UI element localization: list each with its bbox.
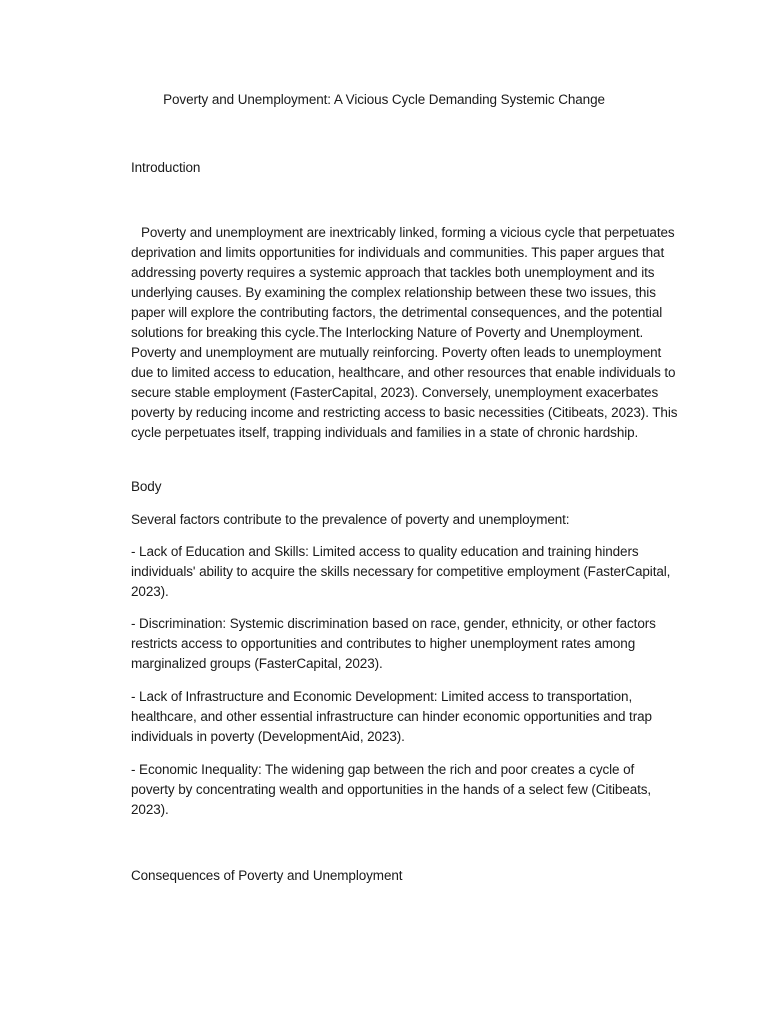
introduction-heading: Introduction xyxy=(131,160,201,175)
factor-term: Lack of Infrastructure and Economic Development xyxy=(139,689,434,704)
factor-item-education xyxy=(131,542,679,602)
factor-item-infrastructure xyxy=(131,687,679,747)
factor-text: : Limited access to transportation, healthcare, and other essential infrastructure can hinder economic opportunities and trap individuals in poverty (DevelopmentAid, 2023). xyxy=(131,689,652,744)
body-heading: Body xyxy=(131,479,162,494)
factor-term: Discrimination xyxy=(139,616,223,631)
list-dash: - xyxy=(131,689,140,704)
factor-text: : The widening gap between the rich and poor creates a cycle of poverty by concentrating wealth and opportunities in the hands of a select few (Citibeats, 2023). xyxy=(131,762,652,817)
factor-term: Economic Inequality xyxy=(139,762,258,777)
consequences-heading: Consequences of Poverty and Unemployment xyxy=(131,868,403,883)
factor-term: Lack of Education and Skills xyxy=(139,544,306,559)
factor-item-discrimination xyxy=(131,614,679,674)
factor-text: : Systemic discrimination based on race, gender, ethnicity, or other factors restricts access to opportunities and contributes to higher unemployment rates among marginalized groups (FasterCapital, 2023). xyxy=(131,616,656,671)
list-dash: - xyxy=(131,762,140,777)
factor-item-inequality xyxy=(131,760,679,820)
factors-intro: Several factors contribute to the prevalence of poverty and unemployment: xyxy=(131,512,570,527)
factor-text: : Limited access to quality education and training hinders individuals' ability to acquire the skills necessary for competitive employment (FasterCapital, 2023). xyxy=(131,544,671,599)
introduction-paragraph: Poverty and unemployment are inextricably linked, forming a vicious cycle that perpetuates deprivation and limits opportunities for individuals and communities. This paper argues that addressing poverty requires a systemic approach that tackles both unemployment and its underlying causes. By examining the complex relationship between these two issues, this paper will explore the contributing factors, the detrimental consequences, and the potential solutions for breaking this cycle.The Interlocking Nature of Poverty and Unemployment. Poverty and unemployment are mutually reinforcing. Poverty often leads to unemployment due to limited access to education, healthcare, and other resources that enable individuals to secure stable employment (FasterCapital, 2023). Conversely, unemployment exacerbates poverty by reducing income and restricting access to basic necessities (Citibeats, 2023). This cycle perpetuates itself, trapping individuals and families in a state of chronic hardship. xyxy=(131,225,678,440)
list-dash: - xyxy=(131,544,140,559)
list-dash: - xyxy=(131,616,140,631)
document-title: Poverty and Unemployment: A Vicious Cycle Demanding Systemic Change xyxy=(163,92,605,107)
